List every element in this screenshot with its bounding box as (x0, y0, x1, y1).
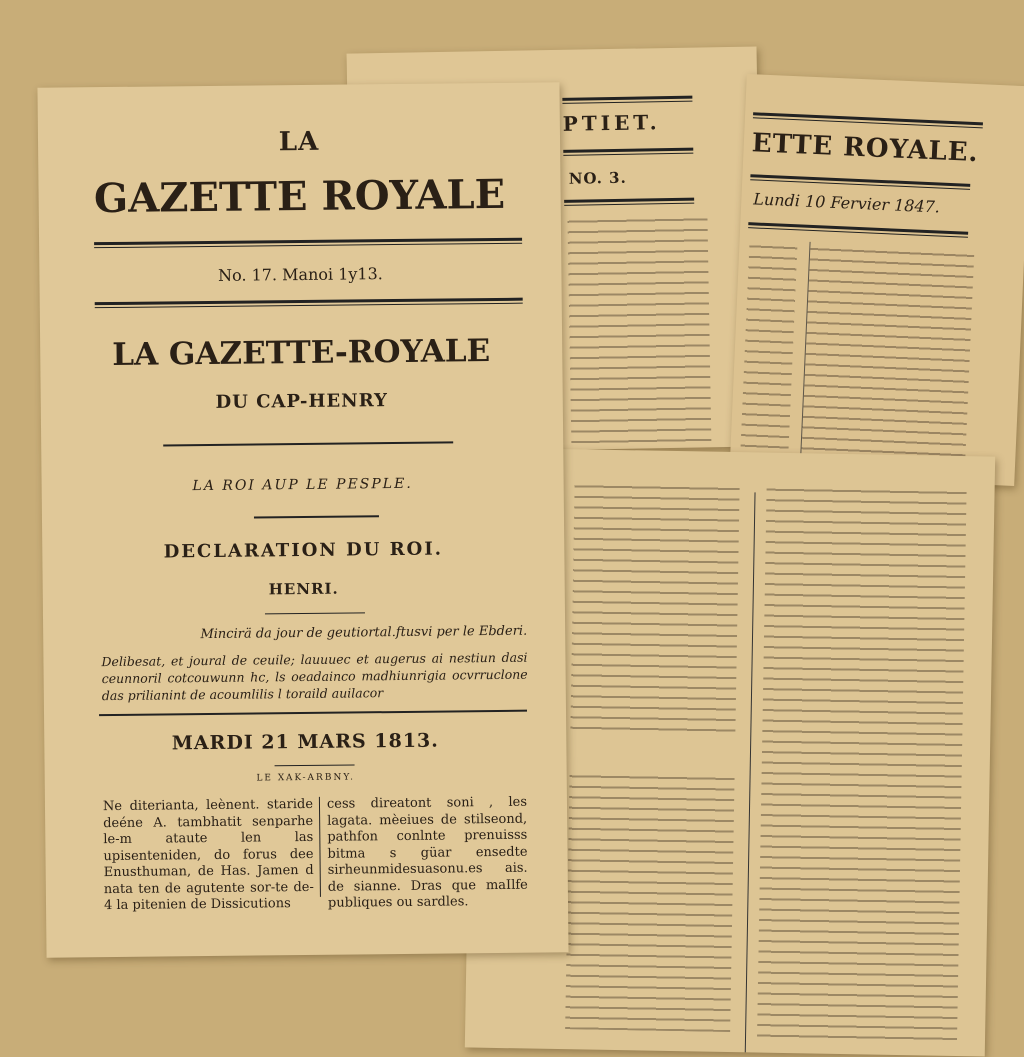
signatory: HENRI. (268, 579, 339, 599)
title-fragment: PTIET. (562, 110, 661, 136)
front-newspaper (37, 82, 568, 957)
divider (95, 298, 523, 308)
masthead: GAZETTE ROYALE (93, 170, 506, 223)
divider (275, 764, 355, 766)
back-newspaper-right (729, 74, 1024, 486)
headline: LA GAZETTE-ROYALE (112, 333, 491, 373)
column-divider (319, 797, 321, 897)
divider (254, 515, 379, 518)
divider (564, 198, 694, 206)
issue-number: NO. 3. (568, 168, 627, 188)
masthead-top: LA (278, 126, 320, 158)
divider (94, 238, 522, 248)
body-column-1: Ne diterianta, leènent. staride deéne A. tambhatit senparhe le-m ataute len las upisenteniden, do forus dee Enusthuman, de Has. Jamen d nata ten de agutente sor-te de-4 la pitenien de Dissicutions (102, 796, 314, 914)
body-column-2: cess direatont soni , les lagata. mèeiues de stilseond, pathfon conlnte prenuisss bitma s güar ensedte sirheunmidesuasonu.es ais. de sianne. Dras que maIlfe publiques ou sardles. (326, 794, 528, 911)
body-text (565, 769, 735, 1032)
body-text (757, 483, 967, 1046)
title-fragment: ETTE ROYALE. (751, 128, 980, 169)
divider (748, 222, 968, 238)
date: Lundi 10 Fervier 1847. (753, 189, 941, 217)
subheadline: DU CAP-HENRY (215, 390, 389, 413)
divider (563, 148, 693, 156)
issue-number: No. 17. Manoi 1y13. (217, 264, 383, 285)
body-text (800, 242, 974, 469)
divider (753, 112, 983, 128)
body-text (740, 239, 798, 461)
intro-line: Mincirä da jour de geutiortal.ftusvi per le Ebderi. (200, 623, 528, 643)
body-text (570, 479, 739, 732)
divider (562, 96, 692, 104)
section-title: DECLARATION DU ROI. (163, 538, 444, 563)
divider (750, 174, 970, 190)
body-text (567, 212, 711, 444)
byline: LE XAK-ARBNY. (256, 772, 356, 784)
date: MARDI 21 MARS 1813. (171, 729, 439, 755)
divider (265, 612, 365, 614)
divider (163, 441, 453, 446)
motto: LA ROI AUP LE PESPLE. (192, 475, 413, 495)
intro-body: Delibesat, et joural de ceuile; lauuuec et augerus ai nestiun dasi ceunnoril cotcouwunn hc, ls oeadainco madhiunrigia ocvrruclone das prilianint de acoumlilis l toraild auilacor (101, 649, 528, 704)
divider (99, 710, 527, 716)
column-divider (745, 492, 756, 1052)
